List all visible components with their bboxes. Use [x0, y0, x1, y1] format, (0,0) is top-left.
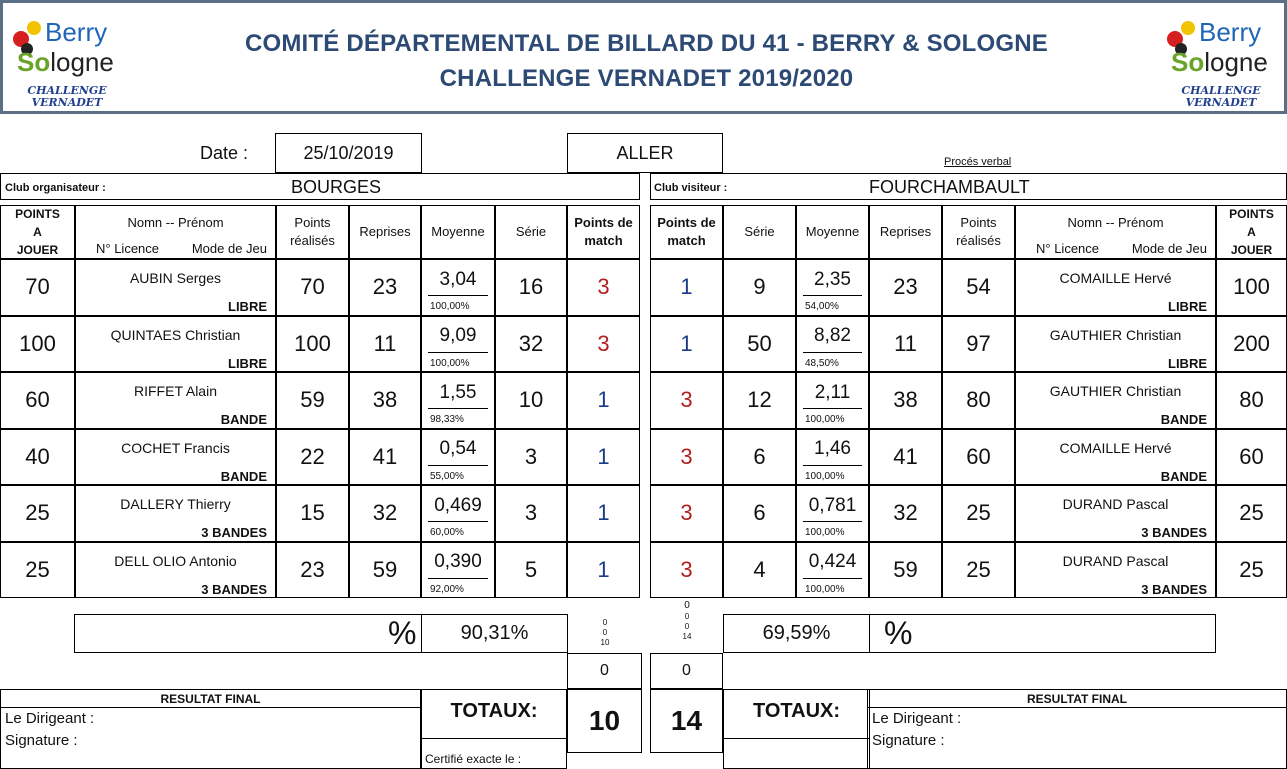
- away-header-name: Nomn -- Prénom N° Licence Mode de Jeu: [1015, 205, 1216, 259]
- away-pr-cell: 25: [942, 542, 1015, 599]
- home-rep-cell: 11: [349, 316, 421, 373]
- away-club-bar: [650, 173, 1287, 200]
- moyenne-percent: 92,00%: [430, 583, 464, 595]
- away-result-box: [867, 689, 1287, 769]
- home-moyenne-cell: [421, 542, 495, 599]
- home-club-name: BOURGES: [291, 177, 382, 197]
- away-header-serie: Série: [723, 205, 796, 259]
- home-pr-cell: 59: [276, 372, 349, 429]
- away-pct-value: 69,59%: [723, 614, 870, 653]
- away-signature-label: Signature :: [872, 732, 945, 749]
- away-pm-cell: 3: [650, 485, 723, 542]
- away-pm-cell: 3: [650, 542, 723, 599]
- home-rep-cell: 38: [349, 372, 421, 429]
- totaux-away-box: [723, 689, 870, 769]
- away-pm-cell: 1: [650, 316, 723, 373]
- home-pm-cell: 1: [567, 429, 640, 486]
- berry-sologne-logo-right: Berry Sologne CHALLENGE VERNADET: [1165, 17, 1287, 113]
- home-resultat-final: RESULTAT FINAL: [1, 690, 420, 708]
- home-rep-cell: 59: [349, 542, 421, 599]
- away-serie-cell: 50: [723, 316, 796, 373]
- away-serie-cell: 12: [723, 372, 796, 429]
- away-zero-cell: 0: [650, 653, 723, 689]
- home-pm-cell: 3: [567, 316, 640, 373]
- away-club-label: Club visiteur :: [654, 182, 728, 194]
- home-header-paj: POINTS A JOUER: [0, 205, 75, 259]
- player-name: DURAND Pascal: [1062, 552, 1169, 569]
- logo-berry-text: Berry: [45, 17, 108, 47]
- away-player-cell: [1015, 429, 1216, 486]
- home-paj-cell: 25: [0, 542, 75, 599]
- moyenne-value: 0,390: [428, 547, 488, 579]
- moyenne-value: 3,04: [428, 264, 488, 296]
- player-name: COMAILLE Hervé: [1059, 439, 1172, 456]
- player-name: DELL OLIO Antonio: [114, 552, 237, 569]
- away-player-cell: [1015, 259, 1216, 316]
- game-mode: BANDE: [220, 412, 267, 427]
- away-pr-cell: 80: [942, 372, 1015, 429]
- moyenne-percent: 48,50%: [805, 357, 839, 369]
- home-paj-cell: 40: [0, 429, 75, 486]
- title-line-1: COMITÉ DÉPARTEMENTAL DE BILLARD DU 41 - BERRY & SOLOGNE: [244, 30, 1049, 57]
- home-total: 10: [567, 689, 642, 753]
- away-rep-cell: 23: [869, 259, 942, 316]
- home-club-bar: [0, 173, 640, 200]
- game-mode: BANDE: [1160, 468, 1207, 484]
- game-mode: 3 BANDES: [1141, 581, 1207, 597]
- home-header-name: Nomn -- Prénom N° Licence Mode de Jeu: [75, 205, 276, 259]
- moyenne-value: 1,55: [428, 377, 488, 409]
- moyenne-percent: 60,00%: [430, 527, 464, 538]
- page-header: [0, 0, 1287, 114]
- player-name: GAUTHIER Christian: [1049, 383, 1182, 399]
- away-percent-sign: %: [884, 615, 913, 651]
- player-name: COMAILLE Hervé: [1059, 270, 1172, 286]
- away-pm-cell: 3: [650, 429, 723, 486]
- home-serie-cell: 32: [495, 316, 567, 373]
- home-serie-cell: 3: [495, 485, 567, 542]
- away-paj-cell: 25: [1216, 542, 1287, 599]
- home-header-rep: Reprises: [349, 205, 421, 259]
- home-moyenne-cell: [421, 372, 495, 429]
- game-mode: BANDE: [220, 468, 267, 484]
- home-pr-cell: 15: [276, 485, 349, 542]
- away-rep-cell: 59: [869, 542, 942, 599]
- moyenne-percent: 54,00%: [805, 301, 839, 312]
- away-pr-cell: 60: [942, 429, 1015, 486]
- away-pm-cell: 1: [650, 259, 723, 316]
- moyenne-value: 0,424: [803, 547, 862, 579]
- away-pm-cell: 3: [650, 372, 723, 429]
- away-pr-cell: 54: [942, 259, 1015, 316]
- moyenne-percent: 100,00%: [805, 470, 845, 482]
- away-player-cell: [1015, 316, 1216, 373]
- away-score-table: [650, 205, 1287, 598]
- home-club-label: Club organisateur :: [5, 182, 106, 194]
- away-pct-box: [870, 614, 1216, 653]
- home-paj-cell: 70: [0, 259, 75, 316]
- away-rep-cell: 11: [869, 316, 942, 373]
- home-player-cell: [75, 259, 276, 316]
- home-tiny-counters: 0 0 10: [600, 618, 610, 647]
- away-moyenne-cell: [796, 259, 869, 316]
- away-moyenne-cell: [796, 485, 869, 542]
- away-player-cell: [1015, 372, 1216, 429]
- away-moyenne-cell: [796, 542, 869, 599]
- phase-aller: ALLER: [567, 133, 723, 173]
- player-name: RIFFET Alain: [134, 383, 217, 399]
- home-pct-value: 90,31%: [421, 614, 568, 653]
- away-paj-cell: 80: [1216, 372, 1287, 429]
- away-rep-cell: 32: [869, 485, 942, 542]
- away-rep-cell: 38: [869, 372, 942, 429]
- home-rep-cell: 41: [349, 429, 421, 486]
- home-pm-cell: 3: [567, 259, 640, 316]
- away-pr-cell: 97: [942, 316, 1015, 373]
- away-paj-cell: 200: [1216, 316, 1287, 373]
- proces-verbal-link[interactable]: Procés verbal: [944, 156, 1012, 168]
- moyenne-value: 2,11: [803, 377, 862, 409]
- moyenne-value: 9,09: [428, 321, 488, 353]
- home-serie-cell: 3: [495, 429, 567, 486]
- player-name: AUBIN Serges: [129, 270, 222, 286]
- away-player-cell: [1015, 485, 1216, 542]
- home-serie-cell: 5: [495, 542, 567, 599]
- certifie-label: Certifié exacte le :: [425, 752, 522, 766]
- moyenne-value: 2,35: [803, 264, 862, 296]
- game-mode: LIBRE: [1168, 299, 1207, 314]
- away-player-cell: [1015, 542, 1216, 599]
- home-serie-cell: 10: [495, 372, 567, 429]
- player-name: DALLERY Thierry: [120, 496, 231, 512]
- away-serie-cell: 6: [723, 485, 796, 542]
- home-pr-cell: 22: [276, 429, 349, 486]
- game-mode: 3 BANDES: [201, 581, 267, 597]
- home-player-cell: [75, 542, 276, 599]
- home-zero-cell: 0: [567, 653, 642, 689]
- player-name: DURAND Pascal: [1062, 496, 1169, 512]
- logo-berry-text: Berry: [1199, 17, 1262, 47]
- moyenne-value: 1,46: [803, 434, 862, 466]
- away-resultat-final: RESULTAT FINAL: [868, 690, 1286, 708]
- game-mode: LIBRE: [1168, 355, 1207, 371]
- moyenne-percent: 100,00%: [430, 301, 470, 312]
- moyenne-value: 0,54: [428, 434, 488, 466]
- home-dirigeant-label: Le Dirigeant :: [5, 710, 95, 727]
- totaux-label-home: TOTAUX:: [450, 700, 538, 722]
- date-label: Date :: [200, 143, 249, 163]
- home-paj-cell: 25: [0, 485, 75, 542]
- home-rep-cell: 32: [349, 485, 421, 542]
- home-result-box: [0, 689, 421, 769]
- home-moyenne-cell: [421, 316, 495, 373]
- away-serie-cell: 6: [723, 429, 796, 486]
- home-player-cell: [75, 429, 276, 486]
- away-header-paj: POINTS A JOUER: [1216, 205, 1287, 259]
- home-moyenne-cell: [421, 259, 495, 316]
- away-moyenne-cell: [796, 429, 869, 486]
- away-rep-cell: 41: [869, 429, 942, 486]
- home-pm-cell: 1: [567, 542, 640, 599]
- home-player-cell: [75, 316, 276, 373]
- player-name: GAUTHIER Christian: [1049, 326, 1182, 343]
- berry-sologne-logo-left: Berry Sologne CHALLENGE VERNADET: [11, 17, 141, 113]
- home-header-pm: Points de match: [567, 205, 640, 259]
- home-pm-cell: 1: [567, 372, 640, 429]
- totaux-label-away: TOTAUX:: [752, 700, 841, 722]
- moyenne-value: 0,469: [428, 490, 488, 522]
- game-mode: 3 BANDES: [201, 525, 267, 540]
- moyenne-percent: 100,00%: [805, 527, 845, 538]
- away-header-moy: Moyenne: [796, 205, 869, 259]
- away-tiny-counters: 0 0 0 14: [682, 600, 692, 641]
- player-name: QUINTAES Christian: [110, 326, 241, 343]
- moyenne-percent: 55,00%: [430, 470, 464, 482]
- home-signature-label: Signature :: [5, 732, 78, 749]
- game-mode: 3 BANDES: [1141, 525, 1207, 540]
- home-pm-cell: 1: [567, 485, 640, 542]
- moyenne-percent: 100,00%: [430, 357, 470, 369]
- moyenne-percent: 100,00%: [805, 583, 845, 595]
- home-pct-box: [74, 614, 421, 653]
- away-serie-cell: 4: [723, 542, 796, 599]
- home-pr-cell: 70: [276, 259, 349, 316]
- away-serie-cell: 9: [723, 259, 796, 316]
- title-line-2: CHALLENGE VERNADET 2019/2020: [439, 65, 854, 92]
- moyenne-value: 0,781: [803, 490, 862, 522]
- home-player-cell: [75, 485, 276, 542]
- away-club-name: FOURCHAMBAULT: [869, 177, 1030, 197]
- away-header-pr: Points réalisés: [942, 205, 1015, 259]
- away-paj-cell: 25: [1216, 485, 1287, 542]
- home-player-cell: [75, 372, 276, 429]
- date-value: 25/10/2019: [275, 133, 422, 173]
- moyenne-percent: 98,33%: [430, 414, 464, 425]
- game-mode: LIBRE: [228, 299, 267, 314]
- home-serie-cell: 16: [495, 259, 567, 316]
- home-percent-sign: %: [388, 615, 417, 651]
- away-dirigeant-label: Le Dirigeant :: [872, 710, 962, 727]
- home-header-pr: Points réalisés: [276, 205, 349, 259]
- moyenne-percent: 100,00%: [805, 414, 845, 425]
- player-name: COCHET Francis: [121, 439, 230, 456]
- away-paj-cell: 100: [1216, 259, 1287, 316]
- away-moyenne-cell: [796, 372, 869, 429]
- away-total: 14: [650, 689, 723, 753]
- away-paj-cell: 60: [1216, 429, 1287, 486]
- home-moyenne-cell: [421, 485, 495, 542]
- totaux-home-box: [421, 689, 567, 769]
- away-pr-cell: 25: [942, 485, 1015, 542]
- home-score-table: [0, 205, 640, 598]
- away-header-rep: Reprises: [869, 205, 942, 259]
- game-mode: LIBRE: [228, 355, 267, 371]
- home-moyenne-cell: [421, 429, 495, 486]
- game-mode: BANDE: [1160, 412, 1207, 427]
- away-header-pm: Points de match: [650, 205, 723, 259]
- home-pr-cell: 100: [276, 316, 349, 373]
- home-header-moy: Moyenne: [421, 205, 495, 259]
- home-header-serie: Série: [495, 205, 567, 259]
- moyenne-value: 8,82: [803, 321, 862, 353]
- home-rep-cell: 23: [349, 259, 421, 316]
- away-moyenne-cell: [796, 316, 869, 373]
- home-pr-cell: 23: [276, 542, 349, 599]
- home-paj-cell: 60: [0, 372, 75, 429]
- home-paj-cell: 100: [0, 316, 75, 373]
